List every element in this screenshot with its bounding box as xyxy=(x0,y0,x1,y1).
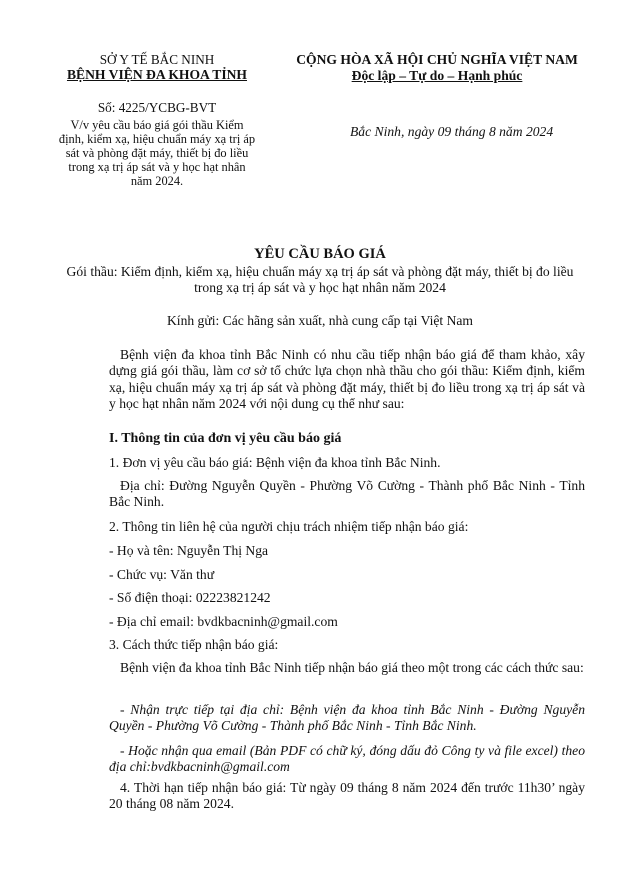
country-name: CỘNG HÒA XÃ HỘI CHỦ NGHĨA VIỆT NAM xyxy=(296,52,578,67)
document-subject: V/v yêu cầu báo giá gói thầu Kiểm định, kiểm xạ, hiệu chuẩn máy xạ trị áp sát và phòng đặt máy, thiết bị đo liều trong xạ trị áp sát và y học hạt nhân năm 2024. xyxy=(58,118,256,188)
contact-email: - Địa chỉ email: bvdkbacninh@gmail.com xyxy=(109,614,338,629)
hospital-name: BỆNH VIỆN ĐA KHOA TỈNH xyxy=(66,67,248,82)
requesting-unit: 1. Đơn vị yêu cầu báo giá: Bệnh viện đa khoa tỉnh Bắc Ninh. xyxy=(109,455,441,470)
contact-name: - Họ và tên: Nguyễn Thị Nga xyxy=(109,543,269,558)
national-header xyxy=(272,52,602,84)
document-title: YÊU CẦU BÁO GIÁ xyxy=(254,246,386,262)
ministry-name: SỞ Y TẾ BẮC NINH xyxy=(99,52,215,67)
issuer-block xyxy=(52,52,262,188)
package-name: Gói thầu: Kiểm định, kiểm xạ, hiệu chuẩn máy xạ trị áp sát và phòng đặt máy, thiết bị đo liều trong xạ trị áp sát và y học hạt nhân năm 2024 xyxy=(66,264,574,296)
date-place: Bắc Ninh, ngày 09 tháng 8 năm 2024 xyxy=(350,124,554,139)
receive-direct: - Nhận trực tiếp tại địa chỉ: Bệnh viện đa khoa tỉnh Bắc Ninh - Đường Nguyễn Quyền - Phường Võ Cường - Thành phố Bắc Ninh - Tỉnh Bắc Ninh. xyxy=(109,702,585,734)
receive-method-heading: 3. Cách thức tiếp nhận báo giá: xyxy=(109,637,279,652)
recipient-line: Kính gửi: Các hãng sản xuất, nhà cung cấp tại Việt Nam xyxy=(166,313,474,328)
national-motto: Độc lập – Tự do – Hạnh phúc xyxy=(351,68,523,83)
intro-paragraph: Bệnh viện đa khoa tỉnh Bắc Ninh có nhu cầu tiếp nhận báo giá để tham khảo, xây dựng giá gói thầu, làm cơ sở tổ chức lựa chọn nhà thầu cho gói thầu: Kiểm định, kiểm xạ, hiệu chuẩn máy xạ trị áp sát và phòng đặt máy, thiết bị đo liều trong xạ trị áp sát và y học hạt nhân năm 2024 với nội dung cụ thể như sau: xyxy=(109,347,585,411)
receive-intro: Bệnh viện đa khoa tỉnh Bắc Ninh tiếp nhận báo giá theo một trong các cách thức sau: xyxy=(120,660,584,675)
document-number: Số: 4225/YCBG-BVT xyxy=(97,100,217,115)
deadline: 4. Thời hạn tiếp nhận báo giá: Từ ngày 09 tháng 8 năm 2024 đến trước 11h30’ ngày 20 tháng 08 năm 2024. xyxy=(109,780,585,812)
contact-phone: - Số điện thoại: 02223821242 xyxy=(109,590,271,605)
receive-email: - Hoặc nhận qua email (Bản PDF có chữ ký, đóng dấu đỏ Công ty và file excel) theo địa chỉ:bvdkbacninh@gmail.com xyxy=(109,743,585,775)
section-1-heading: I. Thông tin của đơn vị yêu cầu báo giá xyxy=(109,431,342,446)
contact-role: - Chức vụ: Văn thư xyxy=(109,567,215,582)
contact-heading: 2. Thông tin liên hệ của người chịu trách nhiệm tiếp nhận báo giá: xyxy=(109,519,469,534)
unit-address: Địa chỉ: Đường Nguyễn Quyền - Phường Võ Cường - Thành phố Bắc Ninh - Tỉnh Bắc Ninh. xyxy=(109,478,585,510)
